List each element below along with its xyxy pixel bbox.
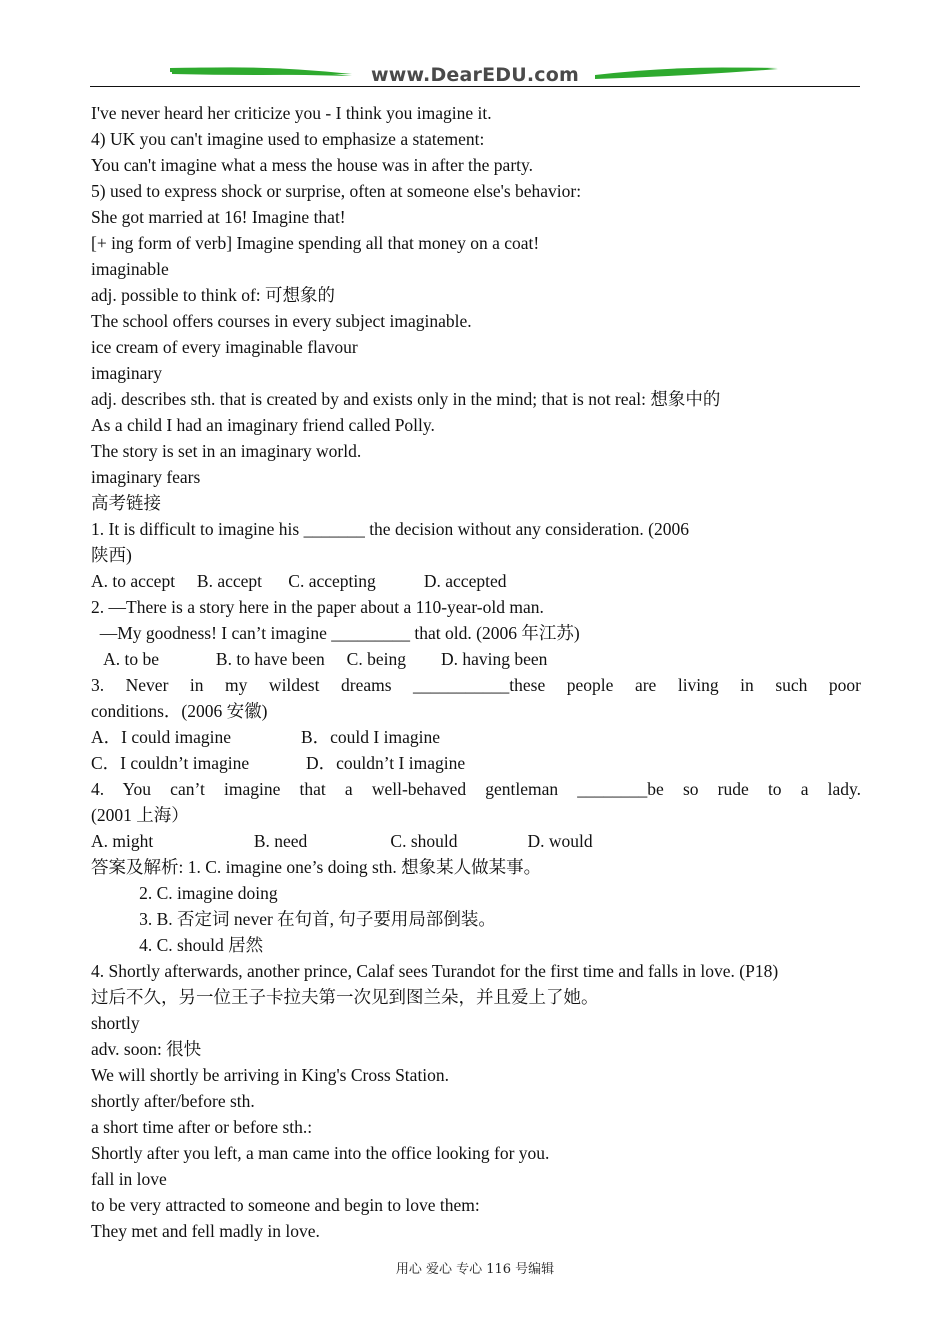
text-line: A. might B. need C. should D. would <box>91 831 593 851</box>
text-line: As a child I had an imaginary friend called Polly. <box>91 415 435 435</box>
document-body <box>91 100 861 1244</box>
text-line: A. to accept B. accept C. accepting D. accepted <box>91 571 507 591</box>
text-line: 5) used to express shock or surprise, often at someone else's behavior: <box>91 181 582 201</box>
text-line: C．I couldn’t imagine D．couldn’t I imagine <box>91 753 466 773</box>
text-line: 答案及解析: 1. C. imagine one’s doing sth. 想象某人做某事。 <box>91 857 542 877</box>
text-line: You can't imagine what a mess the house was in after the party. <box>91 155 534 175</box>
text-line: The school offers courses in every subject imaginable. <box>91 311 472 331</box>
text-line: adv. soon: 很快 <box>91 1039 202 1059</box>
page-header <box>90 62 860 90</box>
text-line: 4. Shortly afterwards, another prince, Calaf sees Turandot for the first time and falls in love. (P18) <box>91 961 779 981</box>
text-line: A. to be B. to have been C. being D. having been <box>91 649 548 669</box>
site-logo-text: www.DearEDU.com <box>370 64 580 86</box>
text-line: A．I could imagine B．could I imagine <box>91 727 440 747</box>
text-line: ice cream of every imaginable flavour <box>91 337 358 357</box>
header-divider <box>90 86 860 87</box>
text-line: 高考链接 <box>91 493 161 513</box>
text-line: 3. B. 否定词 never 在句首, 句子要用局部倒装。 <box>91 909 496 929</box>
text-line: 3. Never in my wildest dreams ___________these people are living in such poor <box>91 675 861 695</box>
text-line: to be very attracted to someone and begin to love them: <box>91 1195 480 1215</box>
text-line: conditions．(2006 安徽) <box>91 701 268 721</box>
text-line: I've never heard her criticize you - I think you imagine it. <box>91 103 492 123</box>
text-line: imaginary fears <box>91 467 201 487</box>
text-line: —My goodness! I can’t imagine _________ that old. (2006 年江苏) <box>91 623 580 643</box>
text-line: 2. C. imagine doing <box>91 883 278 903</box>
text-line: shortly after/before sth. <box>91 1091 255 1111</box>
page-footer: 用心 爱心 专心 116 号编辑 <box>395 1262 555 1277</box>
text-line: a short time after or before sth.: <box>91 1117 313 1137</box>
text-line: 陕西) <box>91 545 132 565</box>
text-line: We will shortly be arriving in King's Cross Station. <box>91 1065 450 1085</box>
text-line: She got married at 16! Imagine that! <box>91 207 346 227</box>
text-line: 4) UK you can't imagine used to emphasize a statement: <box>91 129 485 149</box>
text-line: [+ ing form of verb] Imagine spending all that money on a coat! <box>91 233 540 253</box>
text-line: 4. C. should 居然 <box>91 935 264 955</box>
text-line: adj. possible to think of: 可想象的 <box>91 285 336 305</box>
text-line: Shortly after you left, a man came into the office looking for you. <box>91 1143 550 1163</box>
text-line: imaginary <box>91 363 162 383</box>
text-line: 4. You can’t imagine that a well-behaved gentleman ________be so rude to a lady. <box>91 779 861 799</box>
text-line: shortly <box>91 1013 140 1033</box>
text-line: 过后不久，另一位王子卡拉夫第一次见到图兰朵，并且爱上了她。 <box>91 987 599 1007</box>
text-line: The story is set in an imaginary world. <box>91 441 362 461</box>
text-line: 2. —There is a story here in the paper about a 110-year-old man. <box>91 597 544 617</box>
text-line: (2001 上海） <box>91 805 189 825</box>
text-line: They met and fell madly in love. <box>91 1221 320 1241</box>
text-line: imaginable <box>91 259 169 279</box>
text-line: 1. It is difficult to imagine his _______ the decision without any consideration. (2006 <box>91 519 689 539</box>
text-line: adj. describes sth. that is created by and exists only in the mind; that is not real: 想象中的 <box>91 389 721 409</box>
text-line: fall in love <box>91 1169 167 1189</box>
